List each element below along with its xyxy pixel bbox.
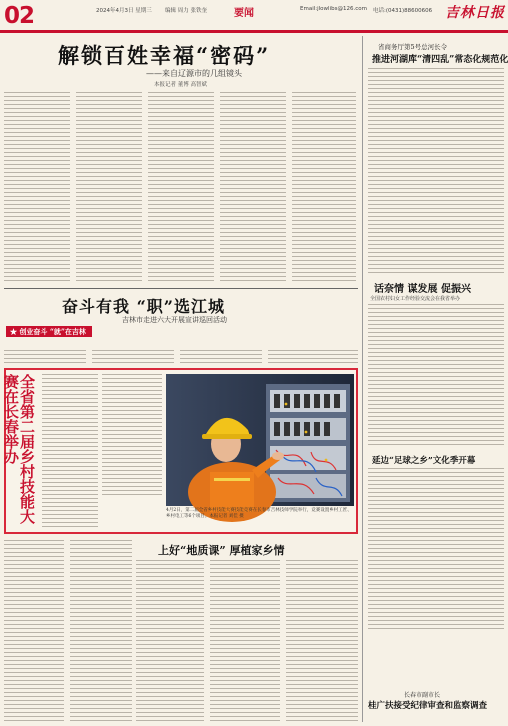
phone-line: 电话:(0431)88600606: [373, 8, 433, 14]
banner-story: [4, 290, 358, 350]
banner-col-3: [180, 350, 262, 364]
right-mid-story: [368, 278, 504, 450]
lead-col-4: [220, 92, 286, 284]
masthead: [0, 0, 508, 36]
lead-bottom-rule: [4, 288, 358, 289]
bottom-center-title: 上好“地质课” 厚植家乡情: [158, 544, 285, 557]
bottom-center-story: [136, 538, 358, 722]
section-tag: [6, 326, 92, 337]
paper-logo: 吉林日报: [445, 5, 505, 21]
lower-col-1: [4, 540, 64, 722]
lead-col-1: [4, 92, 70, 284]
lead-subtitle: ——来自辽源市的几组镜头: [146, 69, 242, 78]
column-divider: [362, 36, 363, 722]
feature-caption: 4月2日，第二届全省乡村技能大赛技能竞赛在长春市吉林技师学院举行，竞赛设置乡村工匠、乡村电工等6个项目。本报记者 刘佳 摄: [166, 508, 352, 519]
feature-col-1: [42, 374, 98, 528]
masthead-rule: [0, 30, 508, 33]
bottom-center-col-2: [210, 560, 280, 722]
right-top-kicker: 省商务厅第5号总河长令: [378, 43, 448, 51]
bottom-right-story: [368, 690, 504, 724]
section-name: 要闻: [234, 8, 254, 19]
banner-col-2: [92, 350, 174, 364]
section-tag-label: 创业奋斗 “就”在吉林: [19, 327, 86, 336]
bottom-center-col-1: [136, 560, 204, 722]
star-icon: ★: [10, 327, 17, 336]
right-low-story: [368, 452, 504, 632]
feature-vertical-title: 全省第二届乡村技能大赛在长春举办: [2, 374, 36, 524]
editor-line: 编辑 周力 张铁奎: [165, 8, 207, 14]
bottom-right-kicker: 长春市副市长: [404, 692, 441, 699]
right-mid-title: 话奈情 谋发展 促振兴: [374, 284, 471, 295]
bottom-right-title: 桂广扶接受纪律审查和监察调查: [368, 701, 488, 711]
right-top-story: [368, 36, 508, 276]
lead-story: [4, 36, 358, 286]
technician-photo-illustration: [166, 374, 354, 506]
date-line: 2024年4月3日 星期三: [96, 8, 152, 14]
lead-title: 解锁百姓幸福“密码”: [58, 43, 271, 68]
lead-col-5: [292, 92, 356, 284]
lower-col-2: [70, 540, 132, 722]
lead-col-2: [76, 92, 142, 284]
email-line: Email:jlowlibs@126.com: [300, 6, 367, 12]
right-low-body: [368, 468, 504, 630]
right-mid-subtitle: 全国农村妇女工作经验交流会在我省举办: [370, 296, 461, 302]
right-low-title: 延边“足球之乡”文化季开幕: [372, 456, 476, 466]
right-top-body: [368, 68, 504, 274]
banner-col-4: [268, 350, 358, 364]
banner-title: 奋斗有我 “职”选江城: [62, 297, 225, 316]
lead-byline: 本报记者 董博 高智斌: [154, 82, 207, 88]
page-number: 02: [4, 3, 35, 29]
right-top-title: 推进河湖库“清四乱”常态化规范化: [372, 55, 508, 65]
banner-subtitle: 吉林市走进六大开展宣讲巡回活动: [122, 316, 227, 324]
feature-col-2: [102, 374, 162, 498]
feature-photo: [166, 374, 354, 506]
right-mid-body: [368, 304, 504, 448]
lead-col-3: [148, 92, 214, 284]
feature-box: [4, 368, 358, 534]
banner-col-1: [4, 350, 86, 364]
bottom-center-col-3: [286, 560, 358, 722]
